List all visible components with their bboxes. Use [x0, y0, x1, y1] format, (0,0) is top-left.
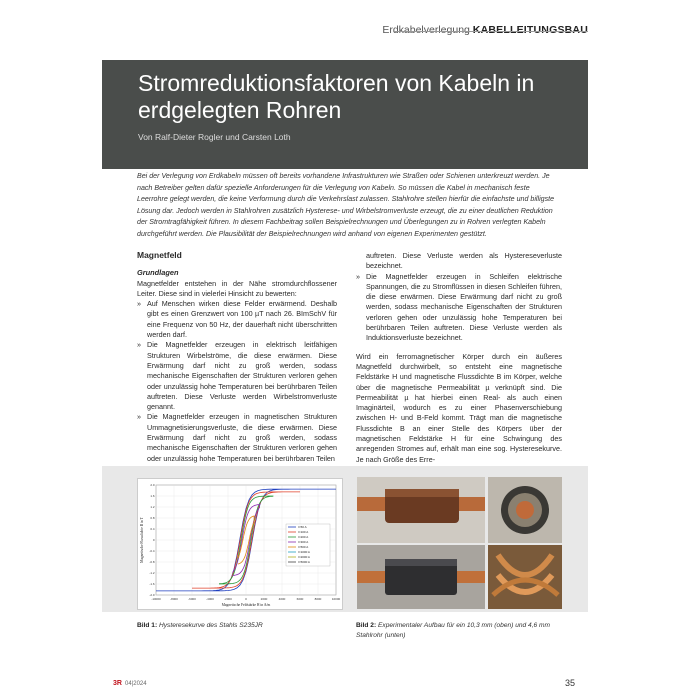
x-tick-label: -4000: [206, 597, 214, 601]
photo-top-right: [488, 477, 562, 543]
x-axis-label: Magnetische Feldstärke H in A/m: [221, 603, 271, 607]
lead-paragraph: Bei der Verlegung von Erdkabeln müssen oft bereits vorhandene Infrastrukturen wie Straßen oder Schienen unterkreuzt werden. Je nach Betreiber gelten dafür spezielle Anforderungen für die Verlegung von Kabeln. So müssen die Kabel in mechanisch feste Leerrohre gelegt werden, die keine Verformung durch die Verkehrslast zulassen. Stahlrohre stellen hierfür die einfachste und billigste Lösung dar. Jedoch werden in Stahlrohren zusätzlich Hysterese- und Wirbelstromverluste erzeugt, die zu einer deutlichen Reduktion der Stromtragfähigkeit führen. In diesem Fachbeitrag sollen Beispielrechnungen und Überlegungen zu in Rohren verlegten Kabeln durchgeführt werden. Die Plausibilität der Beispielrechnungen wird anhand von eigenen Experimenten gestützt.: [137, 172, 555, 238]
y-tick-label: 1.6: [150, 494, 155, 498]
x-tick-label: -8000: [170, 597, 178, 601]
x-tick-label: 6000: [296, 597, 304, 601]
y-tick-label: 0: [152, 538, 155, 542]
figure-2-caption: [356, 621, 562, 641]
y-tick-label: 1.2: [150, 505, 155, 509]
y-tick-label: -0.4: [149, 549, 155, 553]
legend-entry: I=2000 A: [298, 555, 310, 560]
article-title: [138, 70, 552, 124]
y-axis-label: Magnetische Flussdichte B in T: [140, 517, 144, 563]
intro-paragraph: Magnetfelder entstehen in der Nähe stromdurchflossener Leiter. Diese sind in vielerlei Hinsicht zu bewerten:: [137, 278, 337, 298]
legend-entry: I=200 A: [298, 535, 309, 540]
x-tick-label: 2000: [260, 597, 268, 601]
legend-entry: I=100 A: [298, 530, 309, 535]
y-tick-label: -1.6: [149, 582, 155, 586]
y-tick-label: 0.8: [150, 516, 155, 520]
photo-top-left: [357, 477, 485, 543]
list-item: » Die Magnetfelder erzeugen in Schleifen elektrische Spannungen, die zu Stromflüssen in diesen Schleifen führen, die diese erwärmen. Diese Erwärmung darf nicht zu groß werden, sodass mechanische Eigenschaften der Strukturen verloren gehen oder unzulässig hohe Temperaturen bei berührbaren Teilen auftreten. Diese Verluste werden als Induktionsverluste bezeichnet.: [356, 272, 562, 344]
text-column-left: [137, 250, 337, 464]
y-tick-label: 0.4: [150, 527, 155, 531]
legend-entry: I=5000 A: [298, 560, 310, 565]
figure-1-label: Bild 1:: [137, 622, 158, 629]
article-authors: Von Ralf-Dieter Rogler und Carsten Loth: [138, 132, 291, 142]
header-rule: [393, 31, 588, 32]
y-tick-label: 2.0: [150, 483, 155, 487]
list-item: » Die Magnetfelder erzeugen in elektrisch leitfähigen Strukturen Wirbelströme, die diese erwärmen. Diese Erwärmung darf nicht zu groß werden, sodass mechanische Eigenschaften der Strukturen verloren gehen oder unzulässig hohe Temperaturen bei berührbaren Teilen auftreten. Diese Verluste werden Wirbelstromverluste genannt.: [137, 340, 337, 412]
legend-entry: I=300 A: [298, 540, 309, 545]
list-item: » Die Magnetfelder erzeugen in magnetischen Strukturen Ummagnetisierungsverluste, die diese erwärmen. Diese Erwärmung darf nicht zu groß werden, sodass mechanische Eigenschaften der Strukturen verloren gehen oder unzulässig hohe Temperaturen bei berührbaren Teilen: [137, 412, 337, 463]
y-tick-label: -2.0: [149, 593, 155, 597]
hysteresis-chart: [137, 478, 343, 610]
legend-entry: I=1000 A: [298, 550, 310, 555]
list-item: » Auf Menschen wirken diese Felder erwärmend. Deshalb gibt es einen Grenzwert von 100 µT nach 26. BImSchV für eine Frequenz von 50 Hz, der dauerhaft nicht überschritten werden darf.: [137, 299, 337, 340]
section-category: KABELLEITUNGSBAU: [472, 24, 588, 36]
section-name: Erdkabelverlegung: [382, 24, 470, 36]
x-tick-label: 0: [245, 597, 247, 601]
body-paragraph: Wird ein ferromagnetischer Körper durch ein äußeres Magnetfeld durchwirbelt, so entsteht eine magnetische Feldstärke H und magnetische Flussdichte B im Körper, welche über die magnetische Permeabilität µ verknüpft sind. Die Permeabilität µ hat hierbei einen Real- als auch einen Imaginärteil, wodurch es zu einer Phasenverschiebung zwischen H- und B-Feld kommt. Trägt man die magnetische Flussdichte B an einer Stelle des Körpers über der magnetischen Feldstärke H für eine Schwingung des anregenden Stromes auf, erhält man eine sog. Hysteresekurve. Je nach Größe des Erre-: [356, 351, 562, 464]
text-column-right: [356, 251, 562, 465]
title-line-2: erdgelegten Rohren: [138, 97, 342, 123]
list-item-continued: auftreten. Diese Verluste werden als Hystereseverluste bezeichnet.: [366, 251, 562, 271]
issue-number: 04|2024: [125, 681, 147, 687]
x-tick-label: -6000: [188, 597, 196, 601]
x-tick-label: -10000: [151, 597, 161, 601]
header-accent-bar: [388, 18, 588, 20]
photo-bottom-left: [357, 545, 485, 609]
x-tick-label: 8000: [314, 597, 322, 601]
x-tick-label: -2000: [224, 597, 232, 601]
publication-logo: 3R: [113, 680, 122, 687]
page-number: 35: [564, 678, 575, 688]
section-label: [382, 24, 588, 36]
x-tick-label: 10000: [331, 597, 341, 601]
figure-2-text: Experimentaler Aufbau für ein 10,3 mm (oben) und 4,6 mm Stahlrohr (unten): [356, 622, 551, 639]
figure-1-text: Hysteresekurve des Stahls S235JR: [159, 622, 263, 629]
title-line-1: Stromreduktionsfaktoren von Kabeln in: [138, 70, 535, 96]
chart-svg: [138, 479, 342, 609]
bullet-list: [137, 299, 337, 464]
bullet-list: [356, 272, 562, 344]
figure-1-caption: [137, 621, 337, 631]
y-tick-label: -0.8: [149, 560, 155, 564]
legend-entry: I=500 A: [298, 545, 309, 550]
y-tick-label: -1.2: [149, 571, 155, 575]
photo-bottom-right: [488, 545, 562, 609]
figure-2-label: Bild 2:: [356, 622, 377, 629]
experiment-photos: [357, 477, 562, 609]
title-banner: [102, 60, 588, 169]
subsection-heading: Grundlagen: [137, 268, 179, 278]
section-heading: Magnetfeld: [137, 250, 182, 260]
legend-entry: I=50 A: [298, 525, 307, 530]
x-tick-label: 4000: [278, 597, 286, 601]
